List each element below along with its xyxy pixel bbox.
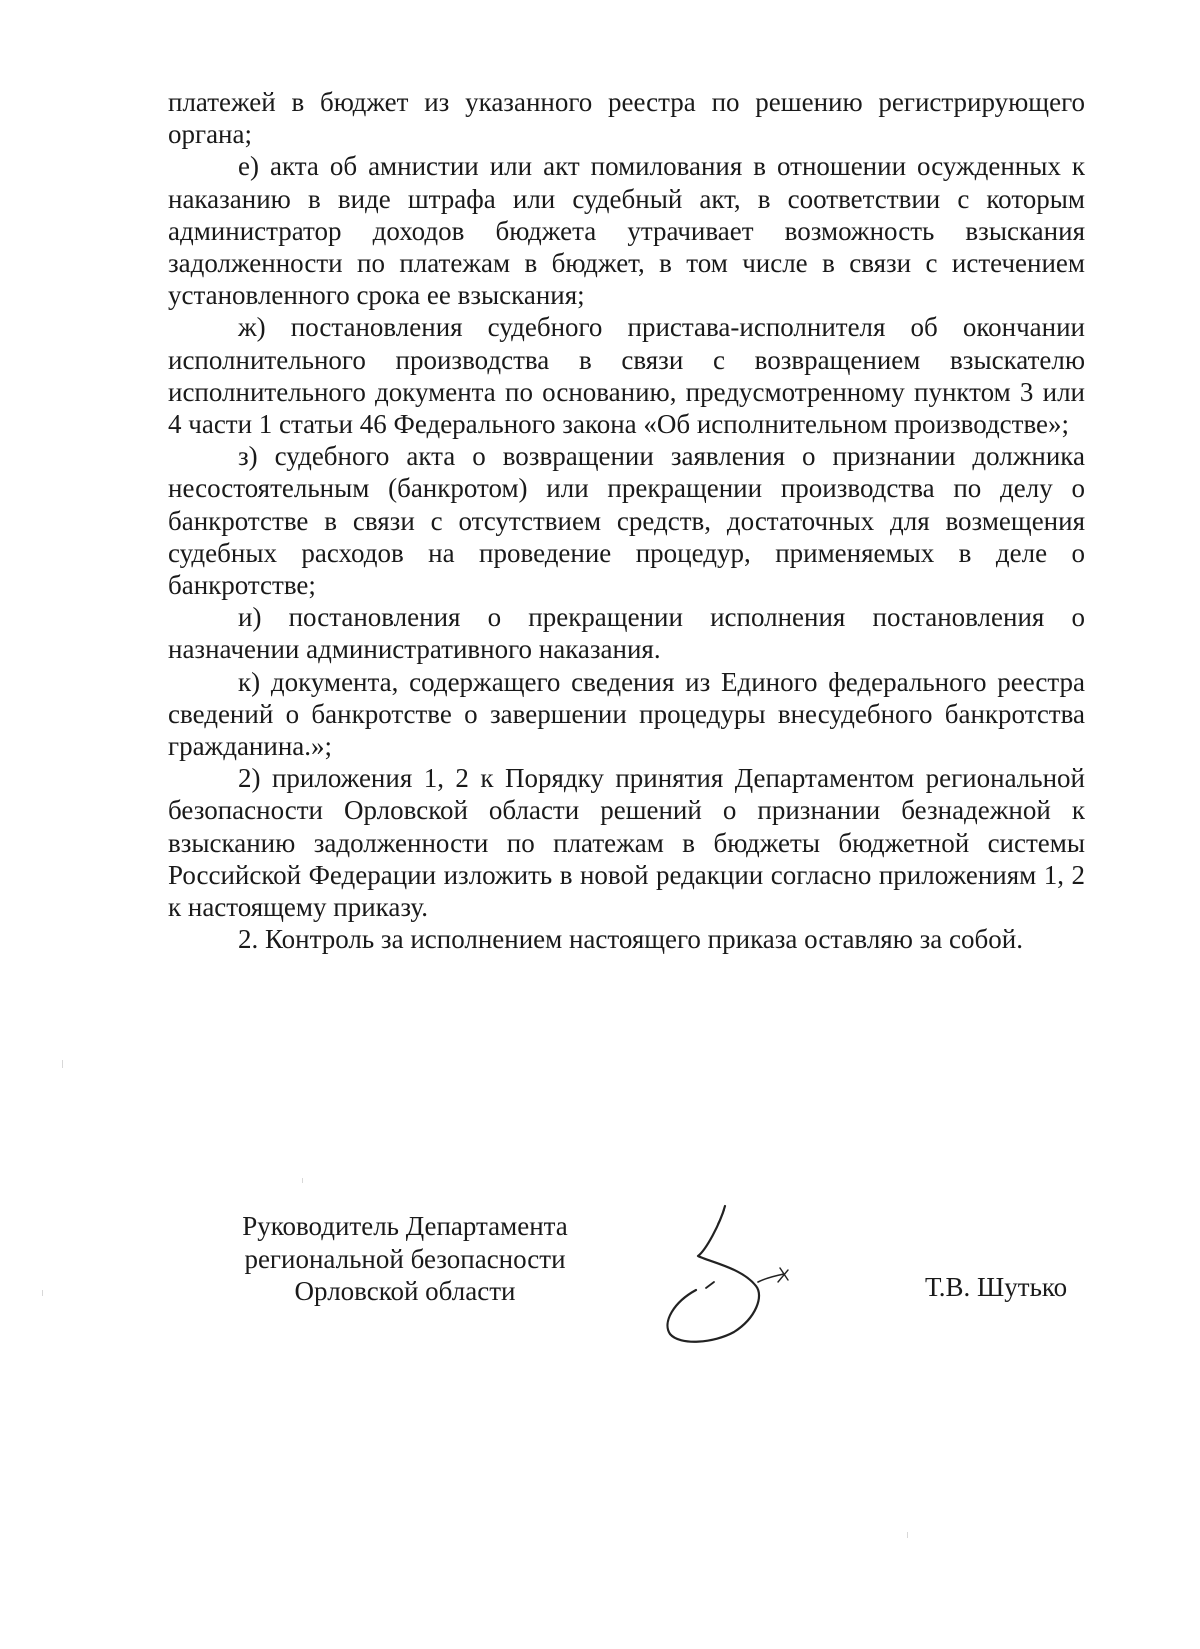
handwritten-signature [662,1198,812,1346]
signatory-position [205,1210,605,1308]
paragraph-item-z: з) судебного акта о возвращении заявления о признании должника несостоятельным (банкротом) или прекращении производства по делу о банкротстве в связи с отсутствием средств, достаточных для возмещения судебных расходов на проведение процедур, применяемых в деле о банкротстве; [168,441,1085,601]
position-line: Орловской области [294,1276,516,1306]
paragraph-continuation: платежей в бюджет из указанного реестра по решению регистрирующего органа; [168,87,1085,150]
paragraph-control-clause: 2. Контроль за исполнением настоящего приказа оставляю за собой. [238,924,1023,955]
paragraph-item-k: к) документа, содержащего сведения из Единого федерального реестра сведений о банкротстве о завершении процедуры внесудебного банкротства гражданина.»; [168,666,1085,762]
paragraph-item-i: и) постановления о прекращении исполнения постановления о назначении административного наказания. [168,602,1085,665]
scan-speck [62,1060,63,1068]
position-line: Руководитель Департамента [242,1211,568,1241]
paragraph-item-2: 2) приложения 1, 2 к Порядку принятия Департаментом региональной безопасности Орловской области решений о признании безнадежной к взысканию задолженности по платежам в бюджеты бюджетной системы Российской Федерации изложить в новой редакции согласно приложениям 1, 2 к настоящему приказу. [168,763,1085,923]
signer-name: Т.В. Шутько [925,1272,1068,1302]
scan-speck [907,1532,908,1538]
document-body [168,86,1085,955]
paragraph-item-zh: ж) постановления судебного пристава-исполнителя об окончании исполнительного производства в связи с возвращением взыскателю исполнительного документа по основанию, предусмотренному пунктом 3 или 4 части 1 статьи 46 Федерального закона «Об исполнительном производстве»; [168,312,1085,440]
scan-speck [302,1178,303,1183]
paragraph-item-e: е) акта об амнистии или акт помилования в отношении осужденных к наказанию в виде штрафа или судебный акт, в соответствии с которым администратор доходов бюджета утрачивает возможность взыскания задолженности по платежам в бюджет, в том числе в связи с истечением установленного срока ее взыскания; [168,151,1085,311]
position-line: региональной безопасности [244,1243,566,1274]
scan-speck [42,1290,43,1296]
